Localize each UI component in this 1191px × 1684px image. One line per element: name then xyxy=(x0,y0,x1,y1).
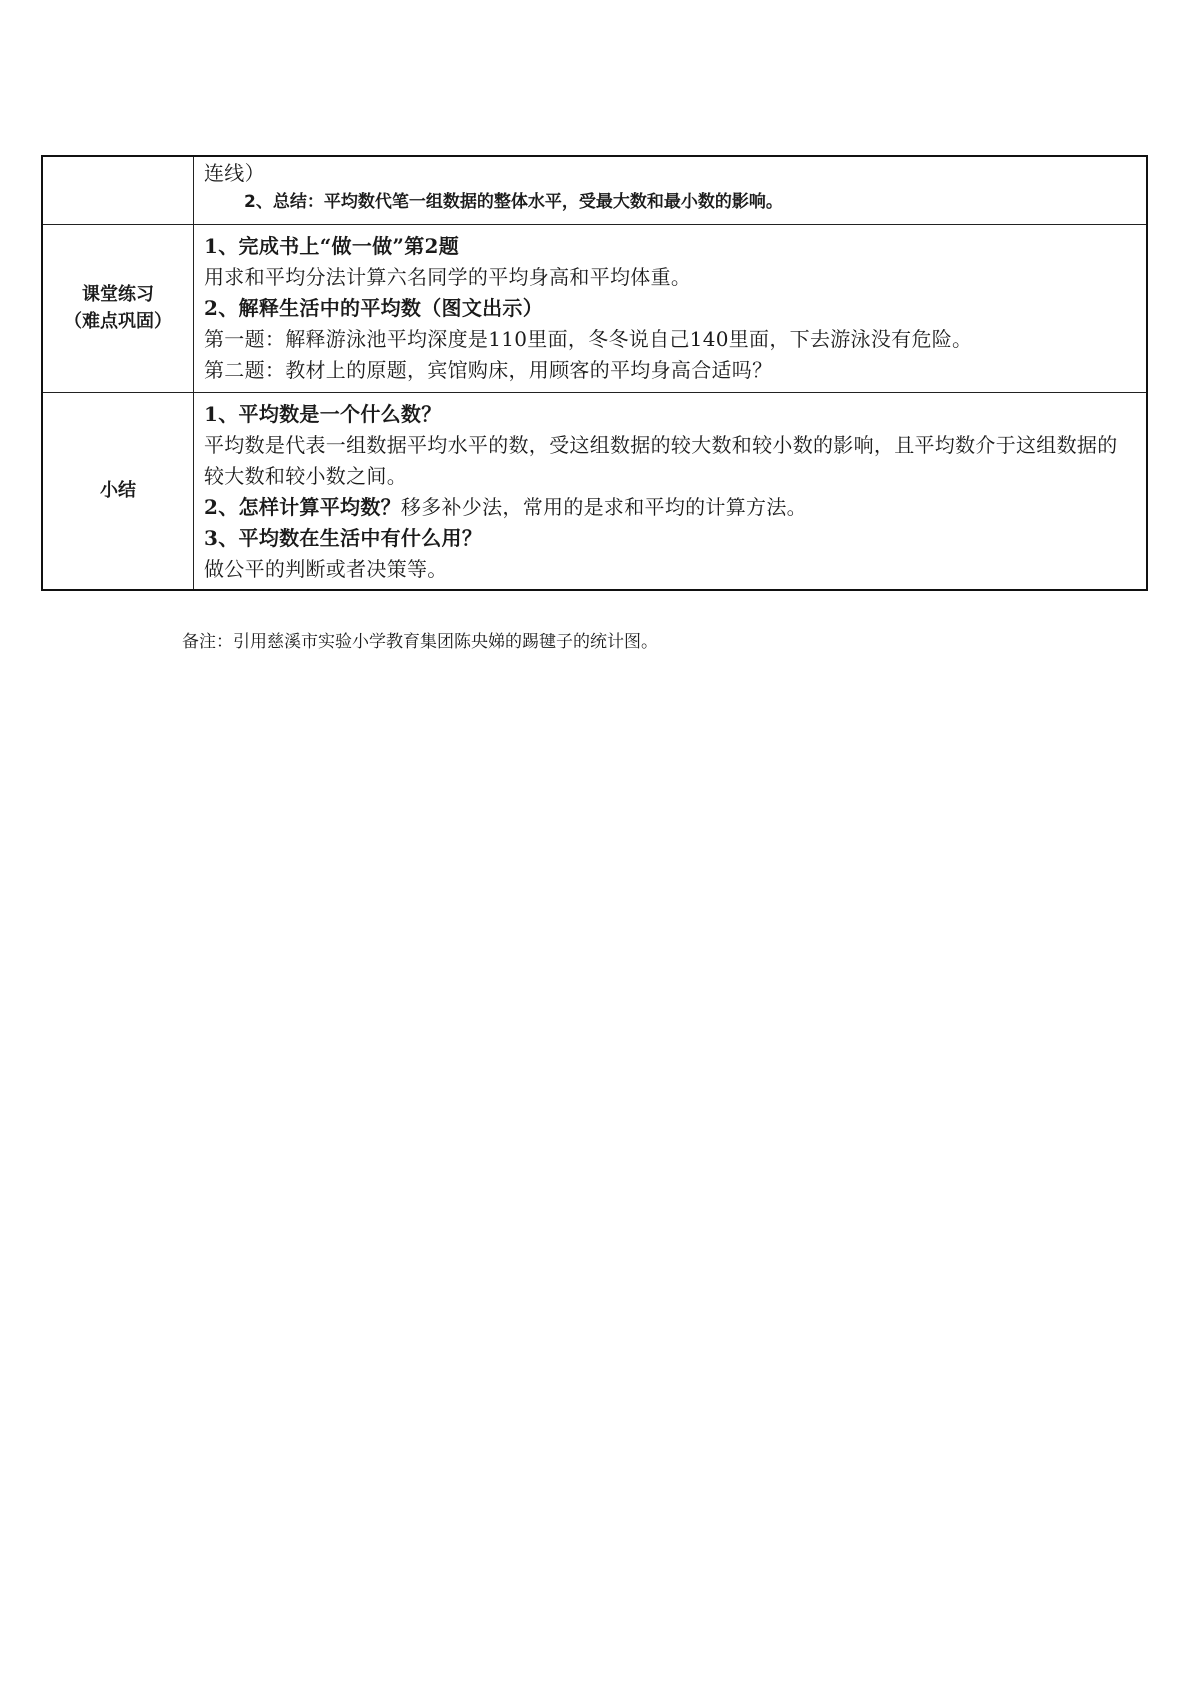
continuation-label-cell xyxy=(42,156,194,224)
continuation-text: 连线） xyxy=(204,161,265,185)
practice-item2-question2: 第二题：教材上的原题，宾馆购床，用顾客的平均身高合适吗？ xyxy=(204,357,773,382)
summary-label: 小结 xyxy=(100,480,136,501)
lesson-plan-table xyxy=(41,155,1148,591)
practice-sublabel: （难点巩固） xyxy=(64,311,172,332)
summary-q1-title: 1、平均数是一个什么数？ xyxy=(204,401,442,426)
continuation-content-cell xyxy=(194,156,1148,224)
practice-item1-title: 1、完成书上“做一做”第2题 xyxy=(204,233,460,258)
summary-q2-line xyxy=(204,492,1136,523)
summary-q3-answer: 做公平的判断或者决策等。 xyxy=(204,556,448,581)
practice-label: 课堂练习 xyxy=(82,284,154,305)
summary-q2-title: 2、怎样计算平均数？ xyxy=(204,494,401,519)
summary-q2-answer: 移多补少法，常用的是求和平均的计算方法。 xyxy=(400,494,807,519)
summary-q1-answer: 平均数是代表一组数据平均水平的数，受这组数据的较大数和较小数的影响，且平均数介于这组数据的较大数和较小数之间。 xyxy=(204,432,1118,488)
practice-label-cell xyxy=(42,224,194,392)
summary-conclusion: 2、总结：平均数代笔一组数据的整体水平，受最大数和最小数的影响。 xyxy=(244,192,783,212)
summary-label-cell xyxy=(42,392,194,590)
practice-row xyxy=(42,224,1147,392)
summary-row xyxy=(42,392,1147,590)
summary-q3-title: 3、平均数在生活中有什么用？ xyxy=(204,525,483,550)
practice-item1-text: 用求和平均分法计算六名同学的平均身高和平均体重。 xyxy=(204,264,692,289)
practice-item2-question1: 第一题：解释游泳池平均深度是110里面，冬冬说自己140里面，下去游泳没有危险。 xyxy=(204,326,973,351)
practice-content-cell xyxy=(194,224,1148,392)
continuation-row xyxy=(42,156,1147,224)
practice-item2-title: 2、解释生活中的平均数（图文出示） xyxy=(204,295,544,320)
summary-content-cell xyxy=(194,392,1148,590)
footnote: 备注：引用慈溪市实验小学教育集团陈央娣的踢毽子的统计图。 xyxy=(182,632,658,652)
